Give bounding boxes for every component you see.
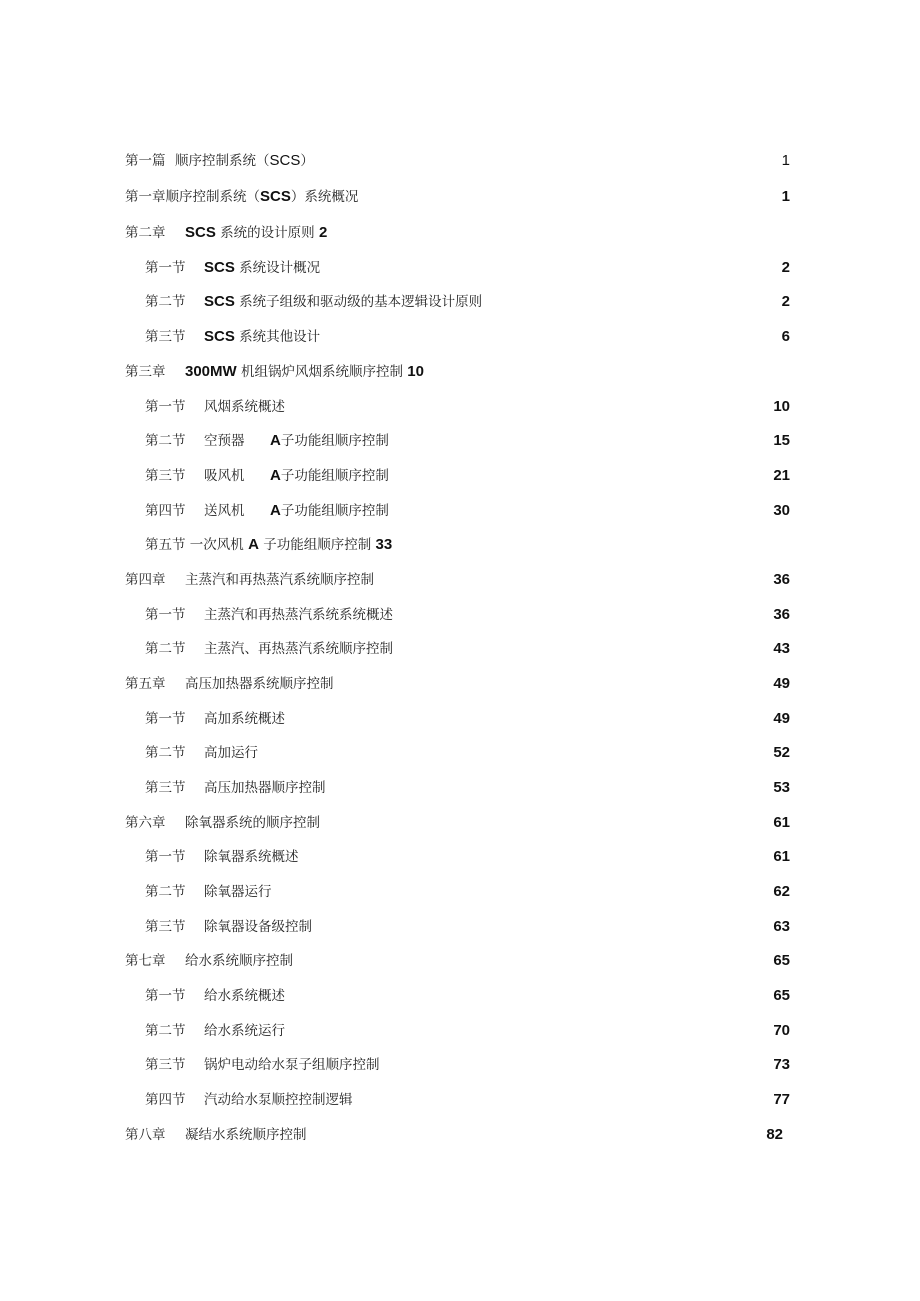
toc-page-number: 1	[781, 188, 790, 205]
toc-page-number: 21	[773, 467, 790, 484]
toc-section-title: 主蒸汽和再热蒸汽系统系统概述	[204, 607, 393, 623]
toc-title-code: SCS	[185, 224, 216, 241]
toc-section-label: 第一节	[145, 711, 186, 727]
toc-title-code: A	[248, 536, 259, 553]
toc-entry-ch7[interactable]	[0, 949, 920, 973]
toc-entry-ch6-s3[interactable]	[0, 915, 920, 939]
toc-section-label: 第一节	[145, 260, 186, 276]
toc-section-label: 第二节	[145, 884, 186, 900]
toc-page-number: 36	[773, 606, 790, 623]
toc-page-number: 65	[773, 952, 790, 969]
toc-entry-ch4-s1[interactable]	[0, 603, 920, 627]
toc-entry-ch5[interactable]	[0, 672, 920, 696]
toc-page-number: 62	[773, 883, 790, 900]
toc-chapter-label: 第一章顺序控制系统（	[125, 189, 260, 205]
toc-entry-ch2-s1[interactable]	[0, 256, 920, 280]
toc-page-number: 2	[781, 259, 790, 276]
toc-section-title: 给水系统概述	[204, 988, 285, 1004]
toc-chapter-title: 主蒸汽和再热蒸汽系统顺序控制	[185, 572, 374, 588]
toc-section-label: 第三节	[145, 780, 186, 796]
toc-title-suffix: ）	[300, 153, 314, 169]
toc-title-suffix: 子功能组顺序控制	[280, 433, 389, 449]
toc-page-number: 43	[773, 640, 790, 657]
toc-title-code: A	[270, 432, 281, 449]
toc-entry-ch4[interactable]	[0, 568, 920, 592]
toc-title-code: SCS	[269, 152, 301, 169]
toc-page-number: 36	[773, 571, 790, 588]
toc-title-suffix: 机组锅炉风烟系统顺序控制	[240, 364, 403, 380]
toc-title-suffix: 子功能组顺序控制	[263, 537, 372, 553]
toc-chapter-title	[125, 185, 358, 209]
toc-section-label: 第一节	[145, 988, 186, 1004]
toc-part-title	[175, 149, 314, 173]
toc-chapter-label: 第五章	[125, 676, 166, 692]
toc-section-label: 第二节	[145, 641, 186, 657]
toc-entry-ch1[interactable]	[0, 185, 920, 209]
toc-title-suffix: ）系统概况	[290, 189, 359, 205]
toc-page-number: 77	[773, 1091, 790, 1108]
toc-section-label: 第一节	[145, 399, 186, 415]
toc-section-title: 除氧器系统概述	[204, 849, 299, 865]
toc-section-label: 第四节	[145, 1092, 186, 1108]
toc-entry-ch3-s1[interactable]	[0, 395, 920, 419]
toc-chapter-label: 第二章	[125, 225, 166, 241]
toc-section-title: 风烟系统概述	[204, 399, 285, 415]
toc-page-number: 2	[781, 293, 790, 310]
toc-page-number: 61	[773, 848, 790, 865]
toc-section-title	[270, 464, 389, 488]
toc-page-number: 15	[773, 432, 790, 449]
toc-page-number: 2	[318, 224, 328, 241]
toc-entry-ch7-s1[interactable]	[0, 984, 920, 1008]
toc-chapter-title: 给水系统顺序控制	[185, 953, 293, 969]
toc-title-prefix: 一次风机	[189, 537, 244, 553]
toc-chapter-label: 第八章	[125, 1127, 166, 1143]
toc-page-number: 10	[407, 363, 424, 380]
toc-page-number: 61	[773, 814, 790, 831]
toc-section-title	[204, 325, 320, 349]
toc-page-number: 10	[773, 398, 790, 415]
toc-section-label: 第二节	[145, 745, 186, 761]
toc-section-label: 第一节	[145, 607, 186, 623]
toc-page-number: 65	[773, 987, 790, 1004]
toc-entry-ch5-s2[interactable]	[0, 741, 920, 765]
toc-section-label: 第四节	[145, 503, 186, 519]
toc-entry-ch2-s3[interactable]	[0, 325, 920, 349]
toc-chapter-title	[185, 360, 424, 384]
toc-title-code: SCS	[204, 328, 235, 345]
toc-page-number: 70	[773, 1022, 790, 1039]
toc-section-label: 第二节	[145, 294, 186, 310]
toc-section-title-prefix: 吸风机	[204, 468, 245, 484]
toc-section-title: 除氧器运行	[204, 884, 272, 900]
toc-section-title: 给水系统运行	[204, 1023, 285, 1039]
toc-title-code: 300MW	[185, 363, 237, 380]
toc-part-label: 第一篇	[125, 153, 166, 169]
toc-entry-ch6[interactable]	[0, 811, 920, 835]
toc-title-suffix: 子功能组顺序控制	[280, 503, 389, 519]
toc-section-label: 第一节	[145, 849, 186, 865]
toc-entry-ch7-s4[interactable]	[0, 1088, 920, 1112]
toc-section-title: 锅炉电动给水泵子组顺序控制	[204, 1057, 380, 1073]
toc-section-title	[270, 429, 389, 453]
toc-entry-ch3-s5[interactable]	[0, 533, 920, 557]
toc-entry-ch3-s4[interactable]	[0, 499, 920, 523]
toc-entry-ch3-s3[interactable]	[0, 464, 920, 488]
toc-title-suffix: 子功能组顺序控制	[280, 468, 389, 484]
toc-chapter-label: 第六章	[125, 815, 166, 831]
toc-section-title: 汽动给水泵顺控控制逻辑	[204, 1092, 353, 1108]
toc-entry-ch2[interactable]	[0, 221, 920, 245]
toc-title-suffix: 系统其他设计	[239, 329, 321, 345]
toc-page-number: 1	[781, 152, 790, 169]
toc-section-title: 主蒸汽、再热蒸汽系统顺序控制	[204, 641, 393, 657]
toc-section-label: 第三节	[145, 468, 186, 484]
toc-section-label: 第五节	[145, 537, 186, 553]
toc-section-title	[145, 533, 392, 557]
toc-entry-ch4-s2[interactable]	[0, 637, 920, 661]
toc-page-number: 82	[766, 1126, 783, 1143]
toc-chapter-title: 除氧器系统的顺序控制	[185, 815, 320, 831]
toc-page-number: 6	[781, 328, 790, 345]
toc-title-code: A	[270, 502, 281, 519]
toc-page-number: 49	[773, 710, 790, 727]
toc-title-prefix: 顺序控制系统（	[175, 153, 270, 169]
toc-section-title-prefix: 空预器	[204, 433, 245, 449]
toc-entry-ch2-s2[interactable]	[0, 290, 920, 314]
toc-entry-ch8[interactable]	[0, 1123, 920, 1147]
toc-title-suffix: 系统设计概况	[239, 260, 321, 276]
toc-title-code: SCS	[204, 293, 235, 310]
toc-page-number: 63	[773, 918, 790, 935]
toc-title-suffix: 系统子组级和驱动级的基本逻辑设计原则	[239, 294, 483, 310]
toc-entry-ch6-s2[interactable]	[0, 880, 920, 904]
toc-chapter-title: 高压加热器系统顺序控制	[185, 676, 334, 692]
toc-entry-ch7-s3[interactable]	[0, 1053, 920, 1077]
toc-entry-part1[interactable]	[0, 149, 920, 173]
toc-entry-ch6-s1[interactable]	[0, 845, 920, 869]
toc-title-code: SCS	[204, 259, 235, 276]
toc-page-number: 52	[773, 744, 790, 761]
toc-page-number: 73	[773, 1056, 790, 1073]
toc-entry-ch3[interactable]	[0, 360, 920, 384]
toc-section-title	[204, 290, 482, 314]
toc-page-number: 30	[773, 502, 790, 519]
toc-section-label: 第二节	[145, 433, 186, 449]
toc-section-title	[204, 256, 320, 280]
toc-chapter-label: 第四章	[125, 572, 166, 588]
toc-section-title-prefix: 送风机	[204, 503, 245, 519]
toc-title-code: A	[270, 467, 281, 484]
toc-section-title: 除氧器设备级控制	[204, 919, 312, 935]
toc-chapter-title	[185, 221, 327, 245]
toc-chapter-label: 第三章	[125, 364, 166, 380]
toc-entry-ch5-s3[interactable]	[0, 776, 920, 800]
toc-section-title	[270, 499, 389, 523]
toc-title-code: SCS	[260, 188, 291, 205]
toc-section-title: 高压加热器顺序控制	[204, 780, 326, 796]
toc-section-title: 高加运行	[204, 745, 258, 761]
toc-page-number: 53	[773, 779, 790, 796]
toc-section-label: 第三节	[145, 919, 186, 935]
toc-section-label: 第三节	[145, 329, 186, 345]
toc-entry-ch3-s2[interactable]	[0, 429, 920, 453]
toc-section-title: 高加系统概述	[204, 711, 285, 727]
toc-entry-ch7-s2[interactable]	[0, 1019, 920, 1043]
toc-chapter-label: 第七章	[125, 953, 166, 969]
toc-page-number: 49	[773, 675, 790, 692]
toc-page-number: 33	[375, 536, 393, 553]
toc-chapter-title: 凝结水系统顺序控制	[185, 1127, 307, 1143]
toc-section-label: 第三节	[145, 1057, 186, 1073]
toc-section-label: 第二节	[145, 1023, 186, 1039]
toc-title-suffix: 系统的设计原则	[220, 225, 315, 241]
toc-entry-ch5-s1[interactable]	[0, 707, 920, 731]
